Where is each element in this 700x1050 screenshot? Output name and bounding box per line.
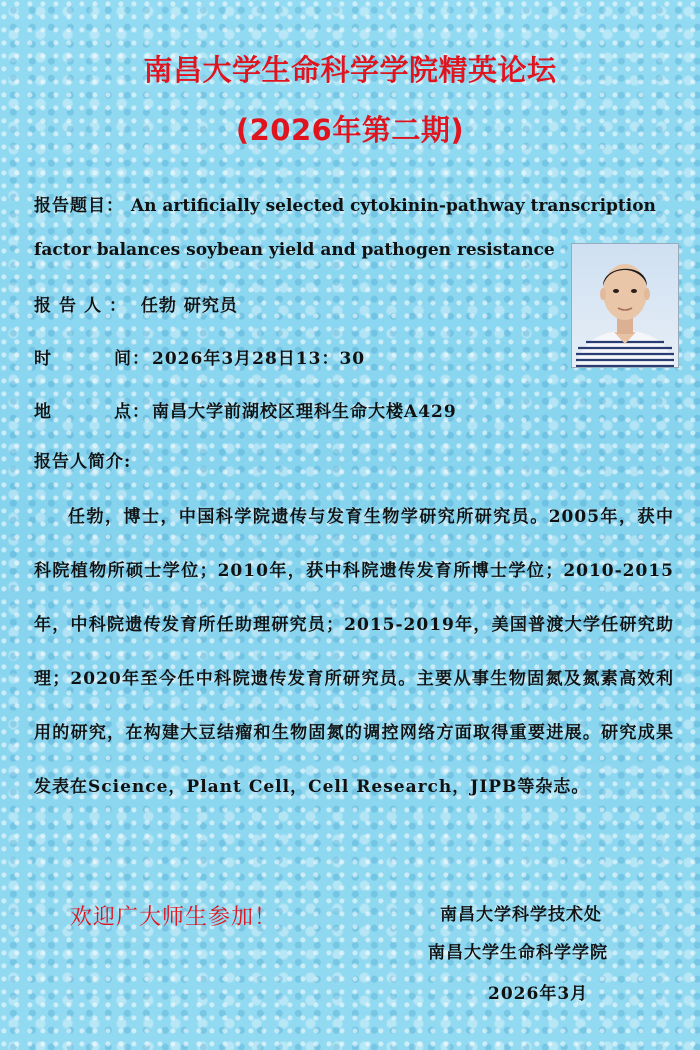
time-value: 2026年3月28日13：30 <box>152 349 366 369</box>
speaker-label: 报告人： <box>34 296 134 316</box>
speaker-photo <box>571 243 679 368</box>
place-value: 南昌大学前湖校区理科生命大楼A429 <box>152 402 457 422</box>
bio-paragraph: 任勃，博士，中国科学院遗传与发育生物学研究所研究员。2005年，获中科院植物所硕士学位；2010年，获中科院遗传发育所博士学位；2010-2015年，中科院遗传发育所任助理研究员；2015-2019年，美国普渡大学任研究助理；2020年至今任中科院遗传发育所研究员。主要从事生物固氮及氮素高效利用的研究，在构建大豆结瘤和生物固氮的调控网络方面取得重要进展。研究成果发表在Science，Plant Cell，Cell Research，JIPB等杂志。 <box>34 507 674 797</box>
topic-line-1: An artificially selected cytokinin-pathway transcription <box>130 196 656 216</box>
speaker-row <box>34 291 238 316</box>
speaker-name: 任勃 研究员 <box>140 296 238 316</box>
place-row <box>34 397 457 422</box>
poster-title: 南昌大学生命科学学院精英论坛 <box>143 53 557 87</box>
place-label-2: 点： <box>114 402 150 422</box>
time-label-1: 时 <box>34 349 52 369</box>
time-row <box>34 344 365 369</box>
topic-line-2: factor balances soybean yield and pathogen resistance <box>34 240 555 260</box>
topic-label: 报告题目： <box>34 196 124 216</box>
organizer-1: 南昌大学科学技术处 <box>440 905 602 925</box>
poster-issue: (2026年第二期) <box>235 113 465 147</box>
welcome-text: 欢迎广大师生参加！ <box>70 905 278 930</box>
place-label-1: 地 <box>34 402 52 422</box>
bio-label: 报告人简介: <box>34 452 132 472</box>
portrait-icon <box>572 244 678 367</box>
topic-row <box>34 191 656 216</box>
time-label-2: 间： <box>114 349 150 369</box>
organizer-2: 南昌大学生命科学学院 <box>428 943 608 963</box>
poster-date: 2026年3月 <box>488 984 589 1004</box>
